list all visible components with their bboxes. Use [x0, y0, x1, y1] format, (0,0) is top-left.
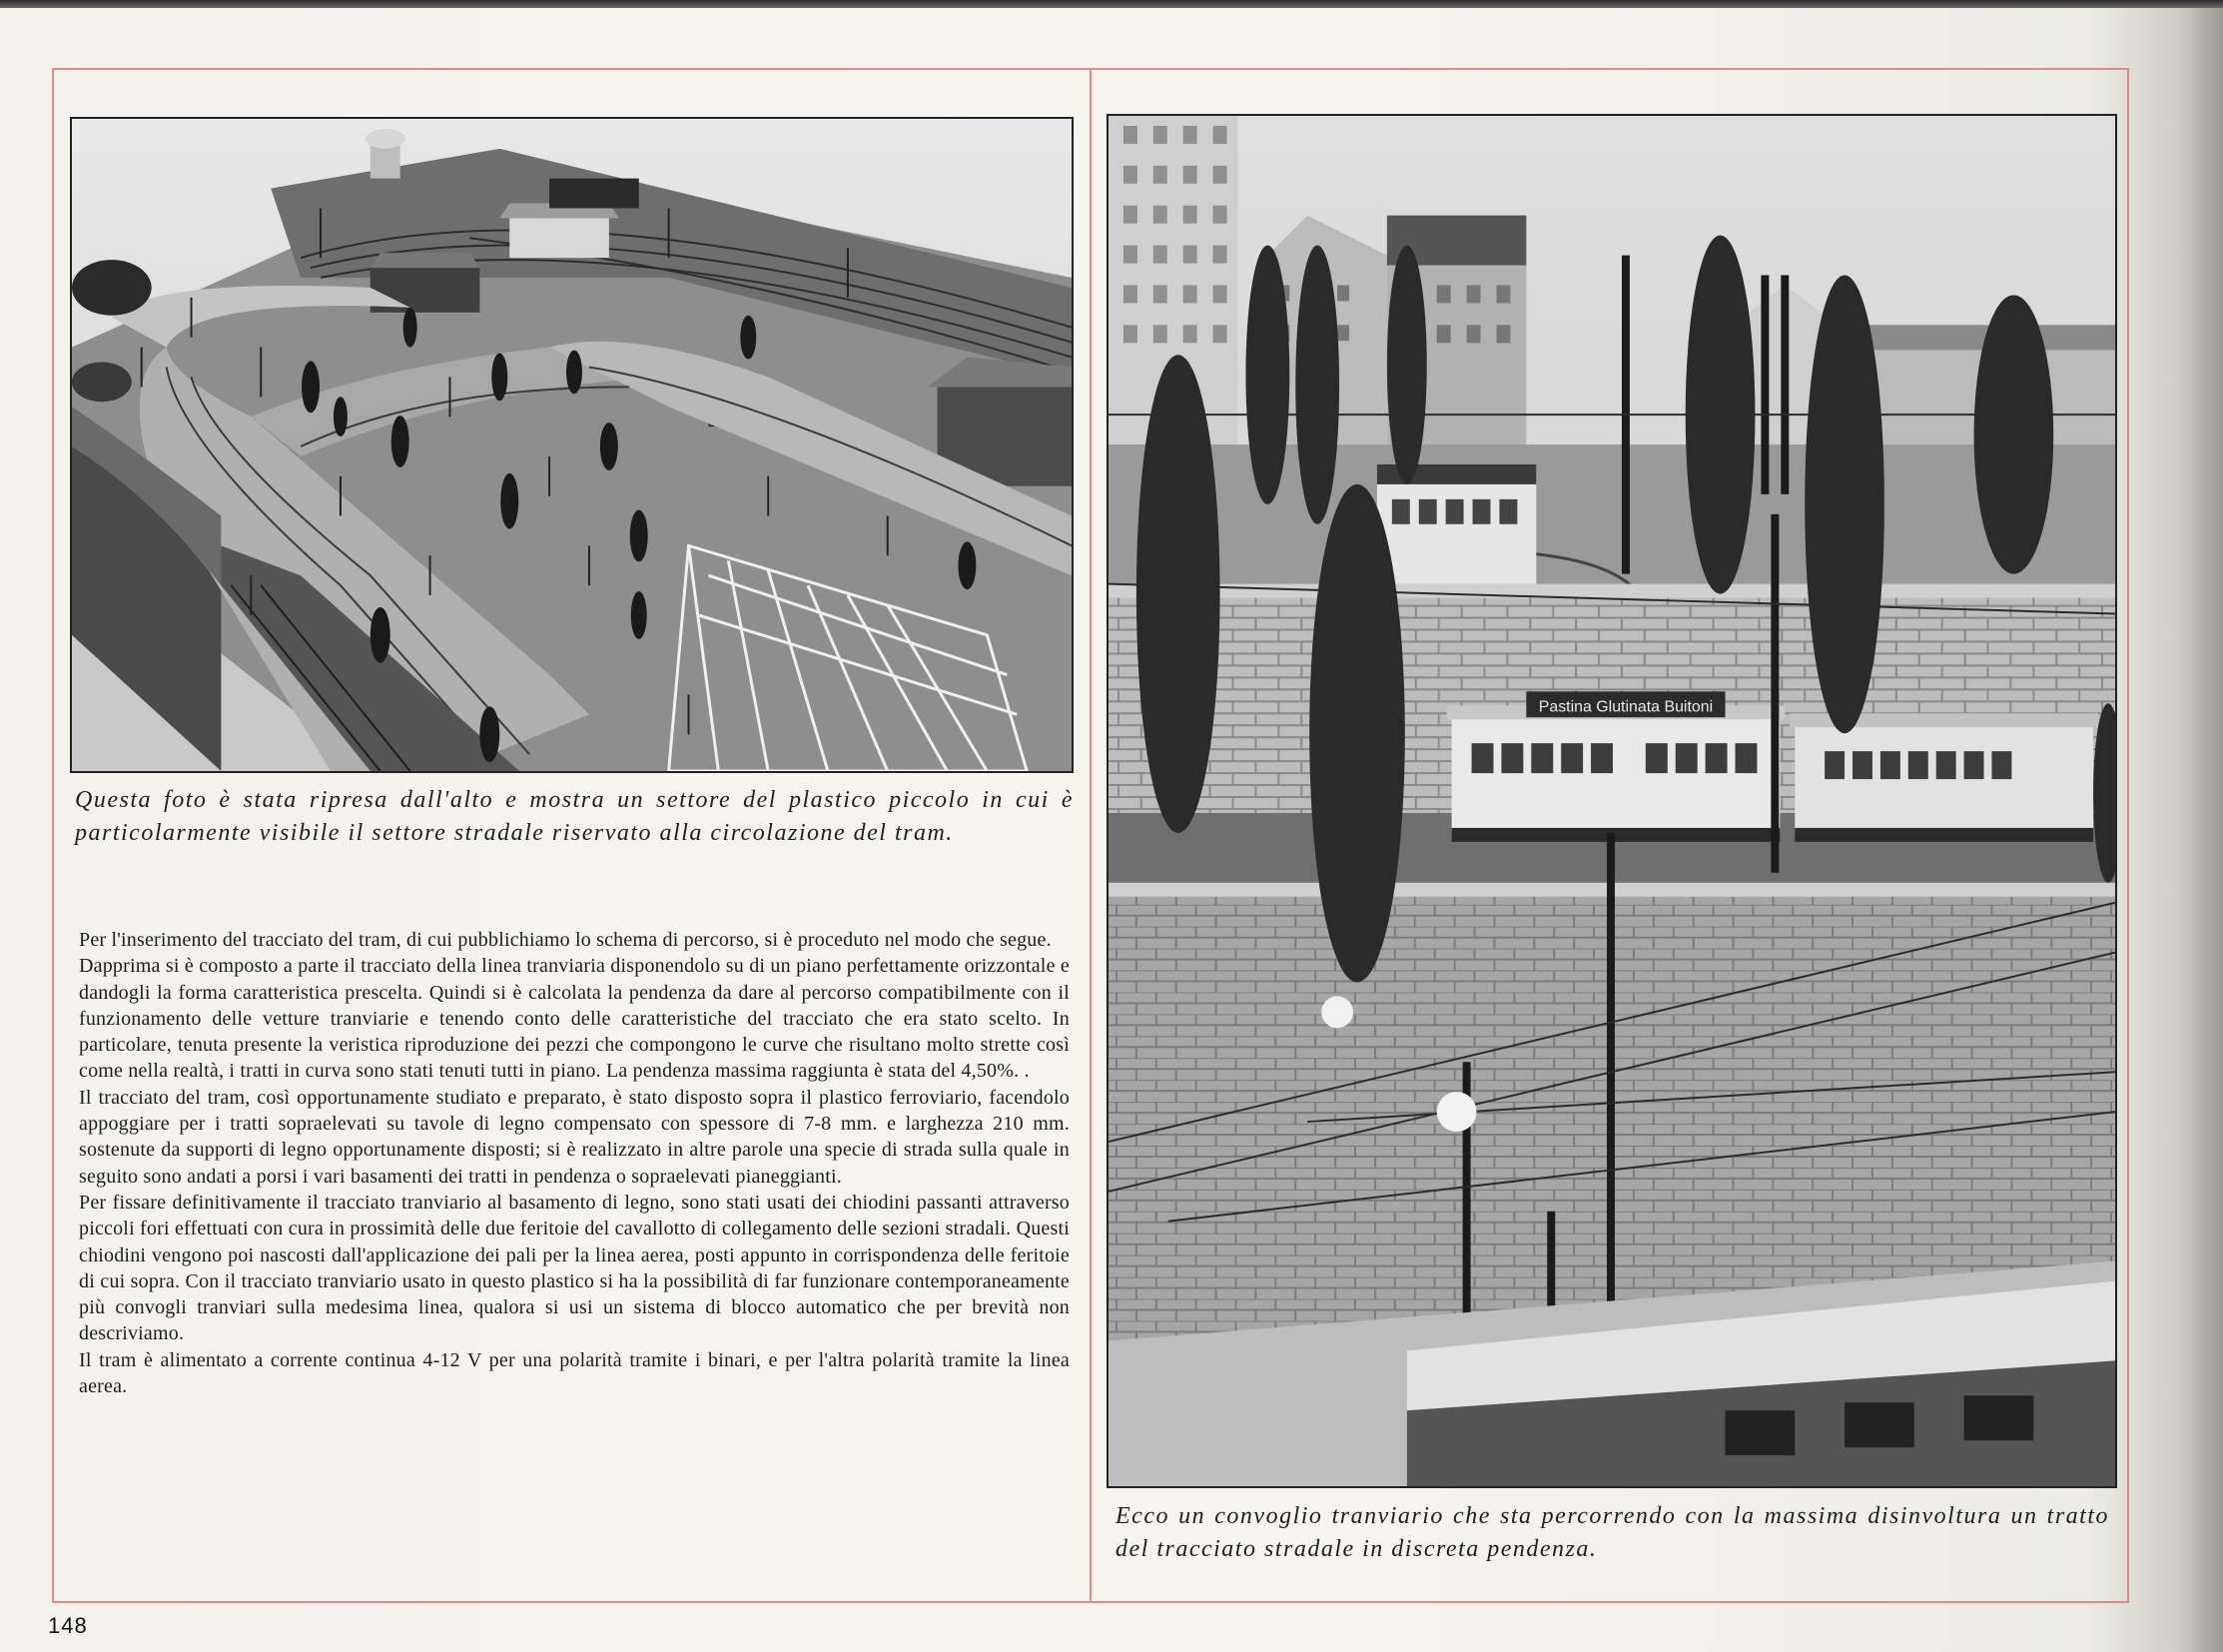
- column-divider: [1090, 68, 1092, 1603]
- page-top-edge: [0, 0, 2223, 8]
- right-photo-caption: Ecco un convoglio tranviario che sta percorrendo con la massima disinvoltura un tratto del tracciato stradale in discreta pendenza.: [1115, 1503, 2109, 1562]
- paragraph: Dapprima si è composto a parte il tracciato della linea tranviaria disponendolo su di un piano perfettamente orizzontale e dandogli la forma caratteristica prescelta. Quindi si è calcolata la pendenza da dare al percorso compatibilmente con il funzionamento delle vetture tranviarie e tenendo conto delle caratteristiche del tracciato che era stato scelto. In particolare, tenuta presente la veristica riproduzione dei pezzi che compongono le curve che risultano molto strette così come nella realtà, i tratti in curva sono stati tenuti tutti in piano. La pendenza massima raggiunta è stata del 4,50%. .: [79, 955, 1070, 1083]
- paragraph: Il tram è alimentato a corrente continua 4-12 V per una polarità tramite i binari, e per l'altra polarità tramite la linea aerea.: [79, 1348, 1070, 1398]
- page-number: 148: [48, 1613, 88, 1638]
- tram-photo: [1107, 114, 2117, 1488]
- paragraph: Per fissare definitivamente il tracciato tranviario al basamento di legno, sono stati usati dei chiodini passanti attraverso piccoli fori effettuati con cura in prossimità delle due feritoie del cavallotto di collegamento delle sezioni stradali. Questi chiodini vengono poi nascosti dall'applicazione dei pali per la linea aerea, posti appunto in corrispondenza delle feritoie di cui sopra. Con il tracciato tranviario usato in questo plastico si ha la possibilità di far funzionare contemporaneamente più convogli tranviari sulla medesima linea, qualora si usi un sistema di blocco automatico che per brevità non descriviamo.: [79, 1191, 1070, 1345]
- layout-aerial-photo: [70, 117, 1074, 773]
- paragraph: Per l'inserimento del tracciato del tram, di cui pubblichiamo lo schema di percorso, si è proceduto nel modo che segue.: [79, 929, 1052, 951]
- tram-sign: Pastina Glutinata Buitoni: [1538, 698, 1714, 716]
- left-photo-caption: Questa foto è stata ripresa dall'alto e mostra un settore del plastico piccolo in cui è particolarmente visibile il settore stradale riservato alla circolazione del tram.: [75, 787, 1074, 846]
- article-body: [79, 927, 1070, 1399]
- paragraph: Il tracciato del tram, così opportunamente studiato e preparato, è stato disposto sopra il plastico ferroviario, facendolo appoggiare per i tratti sopraelevati su tavole di legno compensato con spessore di 7-8 mm. e larghezza 210 mm. sostenute da supporti di legno opportunamente disposti; si è realizzato in altre parole una specie di strada sulla quale in seguito sono andati a porsi i vari basamenti dei tratti in pendenza o sopraelevati pianeggianti.: [79, 1086, 1070, 1188]
